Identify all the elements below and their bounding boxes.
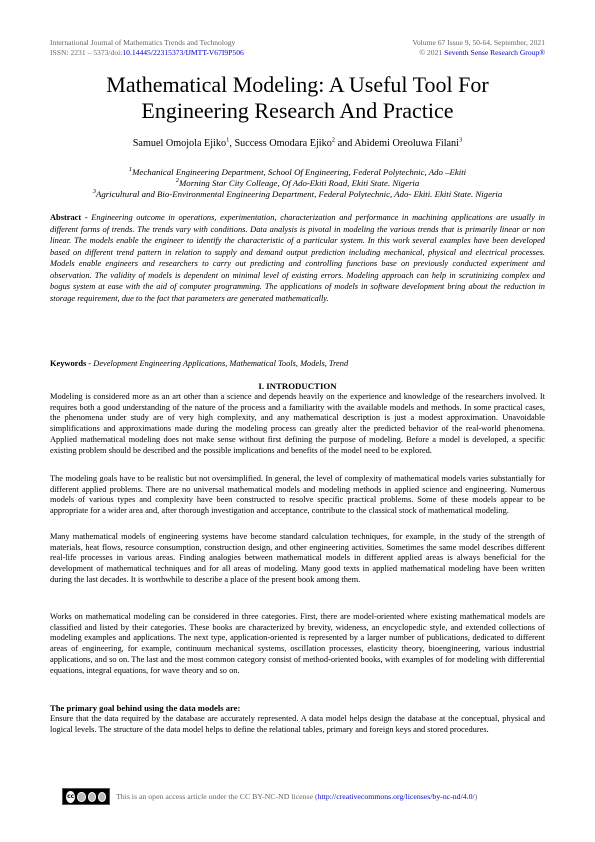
- section-heading-introduction: I. INTRODUCTION: [258, 381, 337, 391]
- author-2: , Success Omodara Ejiko: [229, 138, 332, 149]
- issn-prefix: ISSN: 2231 – 5373/doi:: [50, 47, 123, 57]
- affiliation-1-text: Mechanical Engineering Department, School Of Engineering, Federal Polytechnic, Ado –Ekiti: [132, 167, 467, 177]
- journal-name: International Journal of Mathematics Trends and Technology: [50, 38, 236, 47]
- copyright-line: [412, 48, 545, 58]
- attribution-icon: [77, 792, 85, 802]
- author-1-sup: 1: [226, 136, 230, 144]
- affiliation-3-text: Agricultural and Bio-Environmental Engineering Department, Federal Polytechnic, Ado- Ekiti. Ekiti State. Nigeria: [95, 189, 503, 199]
- author-1: Samuel Omojola Ejiko: [132, 138, 227, 149]
- keywords-dash: -: [86, 359, 94, 368]
- abstract-label: Abstract -: [50, 213, 88, 222]
- subheading-data-models: The primary goal behind using the data models are:: [50, 703, 241, 713]
- keywords-label: Keywords: [50, 359, 87, 368]
- paragraph-5: Ensure that the data required by the database are accurately represented. A data model helps design the database at the conceptual, physical and logical levels. The structure of the data model helps to define the relational tables, primary and foreign keys and stored procedures.: [50, 714, 545, 734]
- title-line-1: Mathematical Modeling: A Useful Tool For: [106, 72, 489, 97]
- author-3: and Abidemi Oreoluwa Filani: [335, 138, 459, 149]
- paragraph-2: The modeling goals have to be realistic but not oversimplified. In general, the level of complexity of mathematical models varies substantially for different applied problems. There are no universal mathematical models and modeling methods in applied science and engineering. Numerous models of various types and complexity have been constructed to resolve specific practical problems. Some of these models appear to be appropriate for a wider area and, after thorough investigation and acceptance, contribute to the classical stock of mathematical modeling.: [50, 474, 545, 516]
- abstract-text: Engineering outcome in operations, experimentation, characterization and performance in machining applications are usually in different forms of trends. The trends vary with conditions. Data analysis is pivotal in modeling the various trends that is primarily linear or non linear. The models enable the engineer to identify the characteristic of a particular system. In this work several examples have been developed based on different trend pattern in relation to supply and demand output prediction including mechanical, physical and electrical processes. Models enable engineers and researchers to carry out predicting and controlling functions base on previously conducted experiment and observation. The validity of models is dependent on minimal level of existing errors. Modeling approach can help in scrutinizing complex and bogus system at ease with the aid of computer programming. The applications of models in software development bring about the reduction in storage requirement, due to the fact that parameters are generated mathematically.: [50, 213, 545, 303]
- volume-header: [412, 38, 545, 57]
- license-close: ): [474, 792, 478, 801]
- affiliation-2-text: Morning Star City Colleage, Of Ado-Ekiti Road, Ekiti State. Nigeria: [178, 178, 420, 188]
- cc-logo-icon: cc: [66, 791, 75, 803]
- author-list: [0, 138, 595, 150]
- paper-title: [0, 72, 595, 124]
- doi-link[interactable]: 10.14445/22315373/IJMTT-V67I9P506: [122, 47, 244, 57]
- noncommercial-icon: [88, 792, 96, 802]
- license-footer: [62, 788, 477, 805]
- affiliation-1-sup: 1: [128, 166, 133, 174]
- paragraph-1: Modeling is considered more as an art other than a science and depends heavily on the experience and knowledge of the researchers involved. It requires both a good understanding of the nature of the process and a familiarity with the available models and methods. In some practical cases, the phenomena under study are of very high complexity, and any mathematical description is just a modest approximation. Unavoidable simplifications and approximations made during the modeling process can greatly alter the predicted behavior of the real-world phenomena. Applied mathematical modeling does not make sense without first defining the purpose of modeling. Before a model is developed, a specific existing problem should be described and the possible implications and benefits of the model need to be explored.: [50, 392, 545, 455]
- affiliation-3: [0, 189, 595, 200]
- author-2-sup: 2: [331, 136, 336, 144]
- paragraph-3: Many mathematical models of engineering systems have become standard calculation techniques, for example, in the study of the strength of materials, heat flows, resource consumption, construction design, and other engineering activities. Sometimes the same model describes different real-life processes in various areas. Finding analogies between mathematical models in different applied areas is always beneficial for the development of mathematical techniques and for all areas of modeling. Many good texts in applied mathematical modeling have been written during the last decades. It is worthwhile to describe a place of the present book among them.: [50, 532, 545, 584]
- affiliation-1: [0, 167, 595, 178]
- affiliation-2: [0, 178, 595, 189]
- copyright-prefix: © 2021: [419, 47, 445, 57]
- keywords-text: Development Engineering Applications, Mathematical Tools, Models, Trend: [93, 359, 349, 368]
- license-text: This is an open access article under the CC BY-NC-ND license (: [116, 792, 318, 801]
- keywords: [50, 358, 545, 369]
- affiliation-2-sup: 2: [175, 177, 179, 185]
- noderivs-icon: [98, 792, 106, 802]
- cc-license-badge[interactable]: [62, 788, 110, 805]
- author-3-sup: 3: [458, 136, 463, 144]
- abstract: [50, 212, 545, 304]
- issn-line: [50, 48, 244, 58]
- journal-header: [50, 38, 244, 57]
- publisher-link[interactable]: Seventh Sense Research Group®: [444, 47, 545, 57]
- paragraph-4: Works on mathematical modeling can be considered in three categories. First, there are model-oriented where existing mathematical models are classified and listed by their categories. These books are characterized by brevity, wideness, an encyclopedic style, and extended collections of modeling examples and applications. The next type, application-oriented is represented by a larger number of publications, dedicated to different areas of engineering, for example, continuum mechanical systems, oscillation processes, elasticity theory, bioengineering, various industrial applications, and so on. The last and the most common category consist of method-oriented books, with examples of for modeling with differential equations, integral equations, for wave theory and so on.: [50, 612, 545, 675]
- title-line-2: Engineering Research And Practice: [141, 98, 454, 123]
- volume-info: Volume 67 Issue 9, 50-64, September, 2021: [412, 38, 545, 47]
- affiliation-3-sup: 3: [92, 188, 96, 196]
- license-link[interactable]: http://creativecommons.org/licenses/by-nc-nd/4.0/: [317, 792, 475, 801]
